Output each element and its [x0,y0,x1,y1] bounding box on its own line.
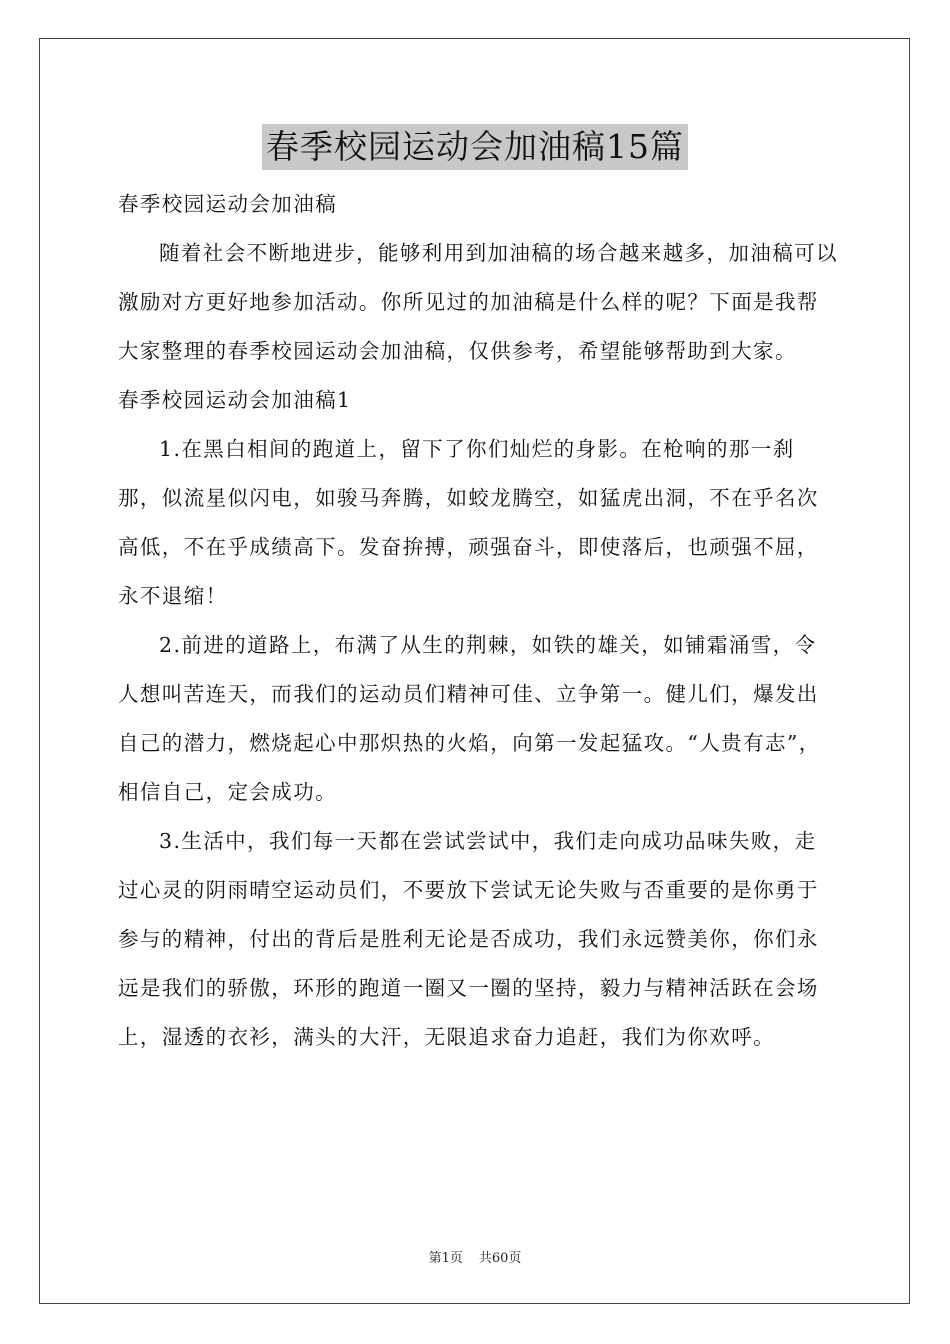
document-title-text: 春季校园运动会加油稿15篇 [262,124,688,170]
body-paragraph: 春季校园运动会加油稿1 [118,388,352,412]
page-total: 共60页 [478,1251,522,1266]
document-title [0,124,950,170]
body-paragraph: 随着社会不断地进步，能够利用到加油稿的场合越来越多，加油稿可以激励对方更好地参加活动。你所见过的加油稿是什么样的呢？下面是我帮大家整理的春季校园运动会加油稿，仅供参考，希望能够帮助到大家。 [118,241,838,363]
body-paragraph: 春季校园运动会加油稿 [118,192,337,216]
document-body [118,180,838,1062]
body-paragraph: 1.在黑白相间的跑道上，留下了你们灿烂的身影。在枪响的那一刹那，似流星似闪电，如骏马奔腾，如蛟龙腾空，如猛虎出洞，不在乎名次高低，不在乎成绩高下。发奋拚搏，顽强奋斗，即使落后，也顽强不屈，永不退缩！ [118,437,819,608]
body-paragraph: 3.生活中，我们每一天都在尝试尝试中，我们走向成功品味失败，走过心灵的阴雨晴空运动员们，不要放下尝试无论失败与否重要的是你勇于参与的精神，付出的背后是胜利无论是否成功，我们永远赞美你，你们永远是我们的骄傲，环形的跑道一圈又一圈的坚持，毅力与精神活跃在会场上，湿透的衣衫，满头的大汗，无限追求奋力追赶，我们为你欢呼。 [118,829,819,1049]
body-paragraph: 2.前进的道路上，布满了从生的荆棘，如铁的雄关，如铺霜涌雪，令人想叫苦连天，而我们的运动员们精神可佳、立争第一。健儿们，爆发出自己的潜力，燃烧起心中那炽热的火焰，向第一发起猛攻。“人贵有志”，相信自己，定会成功。 [118,633,821,804]
page-number: 第1页 [428,1251,463,1266]
page-footer [0,1247,950,1266]
